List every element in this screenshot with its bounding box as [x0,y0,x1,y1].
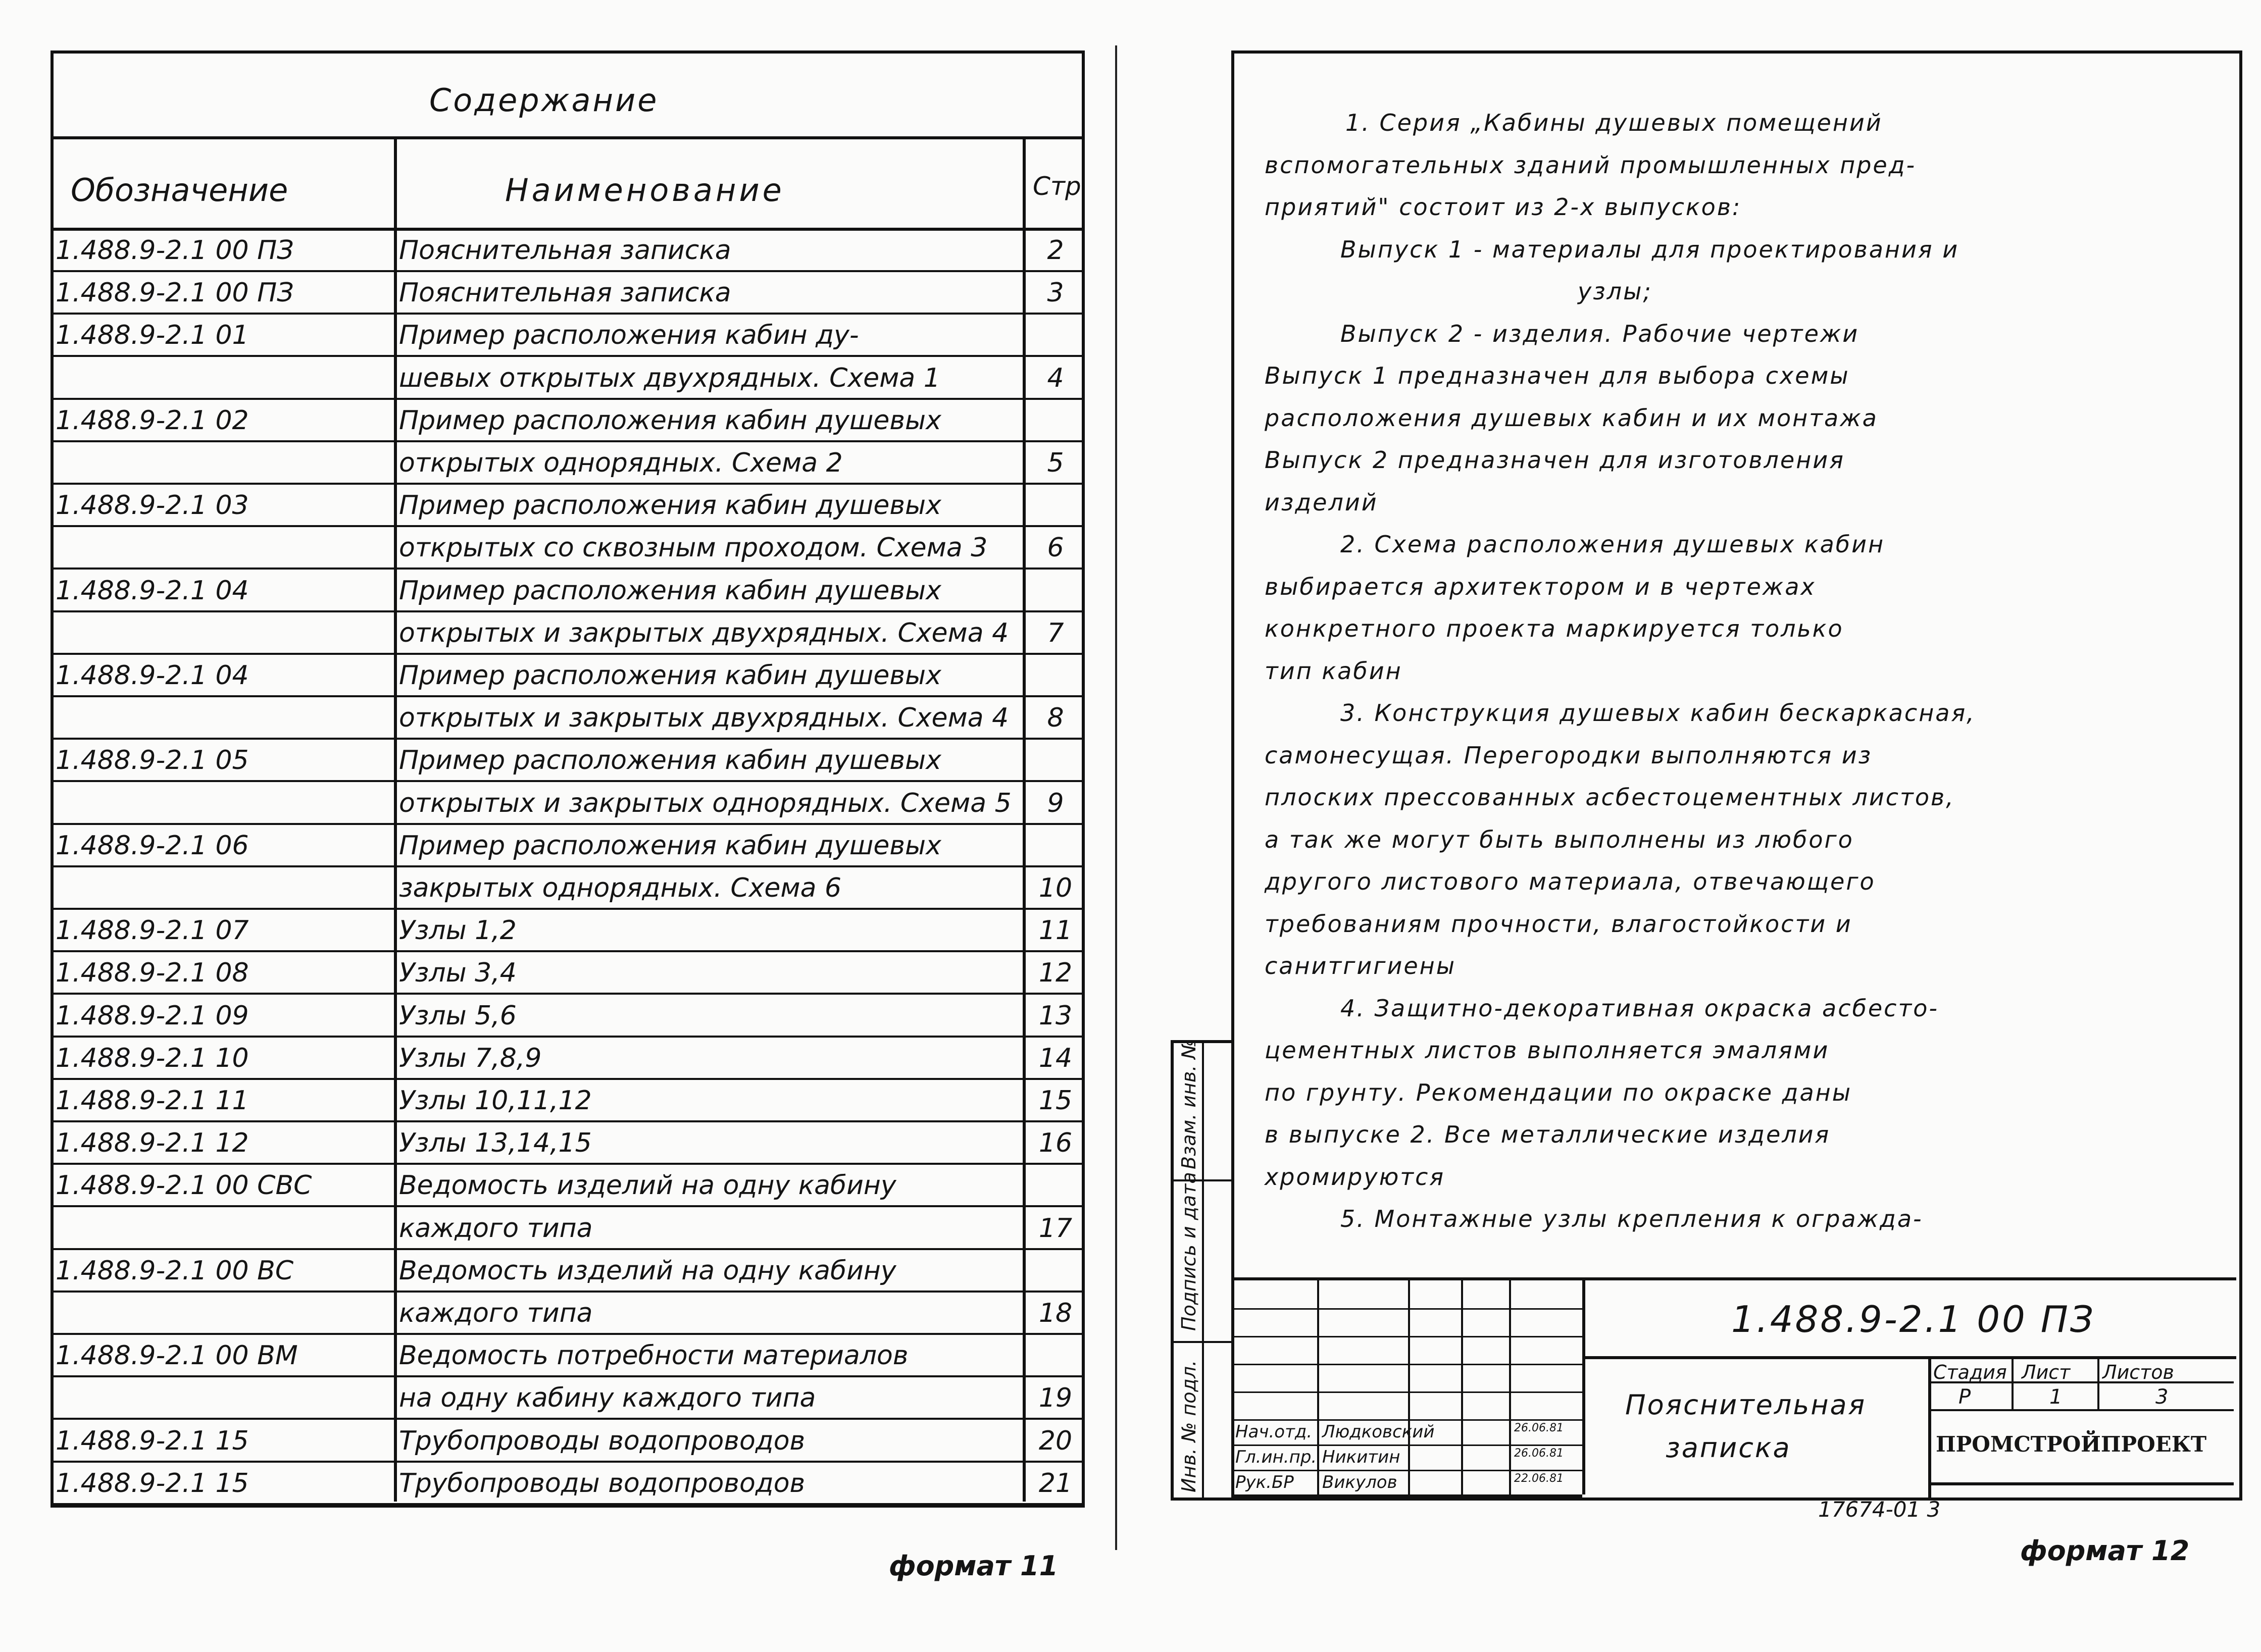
stage-label: Стадия [1933,1361,2007,1383]
row-title: закрытых однорядных. Схема 6 [399,873,842,903]
sheets-label: Листов [2102,1361,2174,1383]
note-line: Выпуск 1 предназначен для выбора схемы [1265,362,1850,389]
row-title: Пример расположения кабин душевых [399,660,941,691]
contents-row [51,1078,1085,1122]
row-page: 2 [1047,235,1064,266]
note-line: Выпуск 2 - изделия. Рабочие чертежи [1340,320,1860,347]
contents-row [51,1036,1085,1080]
signer-role: Нач.отд. [1235,1422,1313,1442]
note-line: санитгигиены [1265,952,1456,979]
row-title: Пример расположения кабин душевых [399,575,941,606]
doc-name-line1: Пояснительная [1625,1389,1867,1421]
row-code: 1.488.9-2.1 00 ВМ [56,1340,298,1371]
row-code: 1.488.9-2.1 00 ПЗ [56,278,294,308]
left-format-label: формат 11 [889,1550,1059,1582]
contents-row [51,1163,1085,1207]
row-page: 4 [1047,363,1064,393]
side-label-inventory: Инв. № подл. [1178,1360,1200,1492]
row-code [56,1206,364,1255]
row-code [56,866,364,915]
row-code [56,526,364,575]
note-line: конкретного проекта маркируется только [1265,615,1844,642]
note-line: выбирается архитектором и в чертежах [1265,573,1816,600]
row-title: Узлы 5,6 [399,1000,517,1031]
contents-row [51,1419,1085,1463]
row-page: 7 [1047,617,1064,648]
row-page: 9 [1047,788,1064,818]
contents-row [51,994,1085,1038]
row-code [56,696,364,745]
row-page [1028,823,1083,872]
note-line: а так же могут быть выполнены из любого [1265,825,1854,853]
row-page: 14 [1038,1043,1073,1073]
contents-title: Содержание [429,82,659,119]
row-title: Узлы 10,11,12 [399,1086,592,1116]
row-page: 6 [1047,533,1064,563]
note-line: тип кабин [1265,657,1402,685]
row-title: открытых и закрытых однорядных. Схема 5 [399,788,1012,818]
row-code: 1.488.9-2.1 07 [56,915,249,946]
row-title: Трубопроводы водопроводов [399,1425,806,1456]
contents-row [51,781,1085,825]
contents-row [51,823,1085,867]
row-title: открытых и закрытых двухрядных. Схема 4 [399,703,1009,734]
row-page: 10 [1038,873,1073,903]
side-label-replacement: Взам. инв. № [1178,1039,1200,1169]
row-page: 18 [1038,1298,1073,1328]
contents-row [51,1333,1085,1377]
note-line: хромируются [1265,1163,1445,1191]
row-code: 1.488.9-2.1 11 [56,1086,249,1116]
header-page: Стр [1033,172,1081,201]
note-line: в выпуске 2. Все металлические изделия [1265,1121,1831,1148]
note-line: 5. Монтажные узлы крепления к огражда- [1340,1205,1923,1232]
organization-name: ПРОМСТРОЙПРОЕКТ [1936,1432,2207,1457]
contents-row [51,1121,1085,1165]
row-code: 1.488.9-2.1 15 [56,1468,249,1499]
row-page: 11 [1038,915,1073,946]
row-title: Ведомость изделий на одну кабину [399,1255,896,1286]
row-title: Ведомость потребности материалов [399,1340,909,1371]
doc-code: 1.488.9-2.1 00 ПЗ [1731,1298,2095,1340]
note-line: приятий" состоит из 2-х выпусков: [1265,193,1742,221]
note-line: 2. Схема расположения душевых кабин [1340,531,1885,558]
row-page [1028,569,1083,617]
row-code: 1.488.9-2.1 04 [56,575,249,606]
note-line: вспомогательных зданий промышленных пред- [1265,151,1917,179]
side-stamp [1171,1040,1234,1501]
signer-date: 26.06.81 [1514,1422,1564,1434]
row-title: открытых со сквозным проходом. Схема 3 [399,533,988,563]
row-title: Пример расположения кабин душевых [399,745,941,776]
contents-row [51,696,1085,740]
note-line: Выпуск 2 предназначен для изготовления [1265,446,1845,474]
row-code: 1.488.9-2.1 15 [56,1425,249,1456]
contents-row [51,866,1085,910]
row-page [1028,1249,1083,1298]
signer-date: 22.06.81 [1514,1472,1564,1485]
row-code: 1.488.9-2.1 00 ВС [56,1255,294,1286]
contents-row [51,483,1085,527]
row-title: Узлы 1,2 [399,915,517,946]
row-page [1028,738,1083,787]
row-page: 16 [1038,1128,1073,1159]
archive-number: 17674-01 3 [1818,1497,1941,1522]
note-line: самонесущая. Перегородки выполняются из [1265,741,1873,769]
contents-page [51,50,1085,1515]
row-title: каждого типа [399,1213,593,1244]
row-code: 1.488.9-2.1 02 [56,405,249,436]
row-page [1028,483,1083,532]
row-page [1028,313,1083,362]
contents-row [51,271,1085,315]
row-title: Пример расположения кабин душевых [399,490,941,521]
row-code: 1.488.9-2.1 05 [56,745,249,776]
row-title: Трубопроводы водопроводов [399,1468,806,1499]
row-page [1028,1333,1083,1382]
row-title: Пример расположения кабин душевых [399,830,941,861]
contents-row [51,569,1085,612]
row-page: 8 [1047,703,1064,734]
signer-name: Викулов [1322,1472,1397,1492]
note-line: другого листового материала, отвечающего [1265,868,1876,895]
contents-header-row [51,139,1085,231]
sheets-value: 3 [2155,1385,2169,1409]
explanatory-note-page [1171,50,2230,1505]
page-fold-line [1115,45,1117,1550]
row-title: Пример расположения кабин душевых [399,405,941,436]
row-code [56,781,364,830]
row-title: Ведомость изделий на одну кабину [399,1170,896,1201]
sheet-value: 1 [2049,1385,2063,1409]
signer-role: Рук.БР [1235,1472,1294,1492]
row-page: 13 [1038,1000,1073,1031]
contents-row [51,1376,1085,1420]
signer-date: 26.06.81 [1514,1447,1564,1460]
signer-name: Никитин [1322,1447,1400,1467]
signer-name: Людковский [1322,1422,1435,1442]
note-line: узлы; [1578,278,1652,305]
row-code: 1.488.9-2.1 09 [56,1000,249,1031]
row-title: Узлы 13,14,15 [399,1128,592,1159]
note-line: плоских прессованных асбестоцементных листов, [1265,784,1955,811]
note-line: цементных листов выполняется эмалями [1265,1037,1830,1064]
contents-row [51,356,1085,400]
note-line: 4. Защитно-декоративная окраска асбесто- [1340,994,1939,1022]
row-code [56,611,364,660]
side-label-signature: Подпись и дата [1178,1172,1200,1331]
right-format-label: формат 12 [2020,1535,2190,1567]
row-page [1028,653,1083,702]
contents-row [51,228,1085,272]
stage-value: Р [1958,1385,1971,1409]
note-line: изделий [1265,488,1378,516]
contents-row [51,1206,1085,1250]
row-page [1028,1163,1083,1212]
contents-row [51,1249,1085,1293]
note-line: Выпуск 1 - материалы для проектирования и [1340,235,1959,263]
note-line: 1. Серия „Кабины душевых помещений [1345,109,1883,136]
contents-row [51,1461,1085,1505]
row-page: 17 [1038,1213,1073,1244]
row-code: 1.488.9-2.1 12 [56,1128,249,1159]
row-title: Пояснительная записка [399,235,731,266]
contents-row [51,526,1085,570]
row-title: открытых однорядных. Схема 2 [399,448,843,478]
row-page: 3 [1047,278,1064,308]
note-line: расположения душевых кабин и их монтажа [1265,404,1878,432]
row-code: 1.488.9-2.1 08 [56,958,249,989]
row-code [56,356,364,405]
row-code: 1.488.9-2.1 10 [56,1043,249,1073]
note-line: по грунту. Рекомендации по окраске даны [1265,1078,1852,1106]
row-code [56,1291,364,1340]
doc-name-line2: записка [1666,1432,1791,1464]
title-block [1231,1277,2236,1498]
row-title: шевых открытых двухрядных. Схема 1 [399,363,940,393]
row-title: каждого типа [399,1298,593,1328]
signer-role: Гл.ин.пр. [1235,1447,1317,1467]
sheet-label: Лист [2022,1361,2071,1383]
note-line: требованиям прочности, влагостойкости и [1265,910,1852,938]
contents-row [51,1291,1085,1335]
row-title: Узлы 7,8,9 [399,1043,542,1073]
row-code: 1.488.9-2.1 00 ПЗ [56,235,294,266]
row-code: 1.488.9-2.1 04 [56,660,249,691]
header-name: Наименование [505,172,785,209]
row-page: 19 [1038,1383,1073,1414]
note-line: 3. Конструкция душевых кабин бескаркасная, [1340,699,1976,727]
contents-row [51,951,1085,995]
header-designation: Обозначение [71,172,288,209]
row-code: 1.488.9-2.1 00 СВС [56,1170,312,1201]
contents-row [51,441,1085,485]
row-title: Узлы 3,4 [399,958,517,989]
row-page: 5 [1047,448,1064,478]
contents-row [51,398,1085,442]
contents-row [51,313,1085,357]
row-title: на одну кабину каждого типа [399,1383,816,1414]
row-code: 1.488.9-2.1 06 [56,830,249,861]
contents-row [51,908,1085,952]
row-code [56,441,364,490]
row-code: 1.488.9-2.1 03 [56,490,249,521]
row-title: Пояснительная записка [399,278,731,308]
row-page: 20 [1038,1425,1073,1456]
row-page [1028,398,1083,447]
row-page: 12 [1038,958,1073,989]
contents-row [51,611,1085,655]
row-title: Пример расположения кабин ду- [399,320,859,351]
contents-row [51,738,1085,782]
column-divider [1023,139,1026,1502]
row-title: открытых и закрытых двухрядных. Схема 4 [399,617,1009,648]
row-page: 21 [1038,1468,1073,1499]
row-page: 15 [1038,1086,1073,1116]
column-divider [394,139,397,1502]
contents-row [51,653,1085,697]
row-code: 1.488.9-2.1 01 [56,320,249,351]
row-code [56,1376,364,1425]
